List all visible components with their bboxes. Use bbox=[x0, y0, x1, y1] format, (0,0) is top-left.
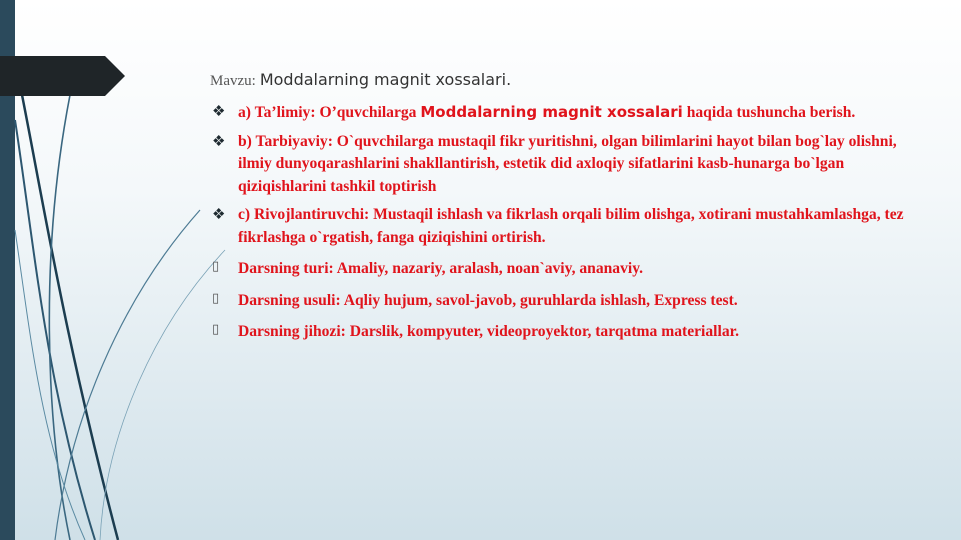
lesson-method-text: Darsning usuli: Aqliy hujum, savol-javob, guruhlarda ishlash, Express test. bbox=[238, 291, 738, 309]
objective-developmental-text: c) Rivojlantiruvchi: Mustaqil ishlash va fikrlash orqali bilim olishga, xotirani mustahkamlashga, tez fikrlashga o`rgatish, fanga qiziqishini ortirish. bbox=[238, 206, 904, 246]
slide-topic bbox=[210, 66, 910, 95]
diamond-bullet-icon: ❖ bbox=[212, 133, 226, 150]
missing-glyph-icon: ▯ bbox=[212, 290, 220, 306]
objective-educational-tail: haqida tushuncha berish. bbox=[682, 104, 856, 121]
slide-content bbox=[210, 66, 910, 344]
lesson-type bbox=[210, 258, 910, 281]
objective-developmental bbox=[210, 204, 910, 249]
lesson-type-text: Darsning turi: Amaliy, nazariy, aralash, noan`aviy, ananaviy. bbox=[238, 260, 644, 277]
lesson-method bbox=[210, 290, 910, 313]
objective-educational-highlight: Moddalarning magnit xossalari bbox=[420, 103, 683, 121]
missing-glyph-icon: ▯ bbox=[212, 259, 220, 274]
objective-educational bbox=[210, 101, 910, 125]
objective-upbringing-text: b) Tarbiyaviy: O`quvchilarga mustaqil fikr yuritishni, olgan bilimlarini hayot bilan bog`lay olishni, ilmiy dunyoqarashlarini shakllantirish, estetik did axloqiy sifatlarini kasb-hunarga bo`lgan qiziqishlarini tashkil toptirish bbox=[238, 132, 897, 195]
objective-educational-lead: a) Ta’limiy: O’quvchilarga bbox=[238, 104, 421, 121]
lesson-equipment bbox=[210, 321, 910, 344]
lesson-equipment-text: Darsning jihozi: Darslik, kompyuter, videoproyektor, tarqatma materiallar. bbox=[238, 323, 740, 340]
diamond-bullet-icon: ❖ bbox=[212, 104, 226, 120]
title-tab-arrow bbox=[0, 56, 125, 96]
diamond-bullet-icon: ❖ bbox=[212, 207, 226, 223]
topic-title: Moddalarning magnit xossalari. bbox=[259, 70, 512, 89]
objective-upbringing bbox=[210, 131, 910, 199]
topic-prefix: Mavzu: bbox=[210, 73, 256, 89]
missing-glyph-icon: ▯ bbox=[212, 322, 220, 337]
